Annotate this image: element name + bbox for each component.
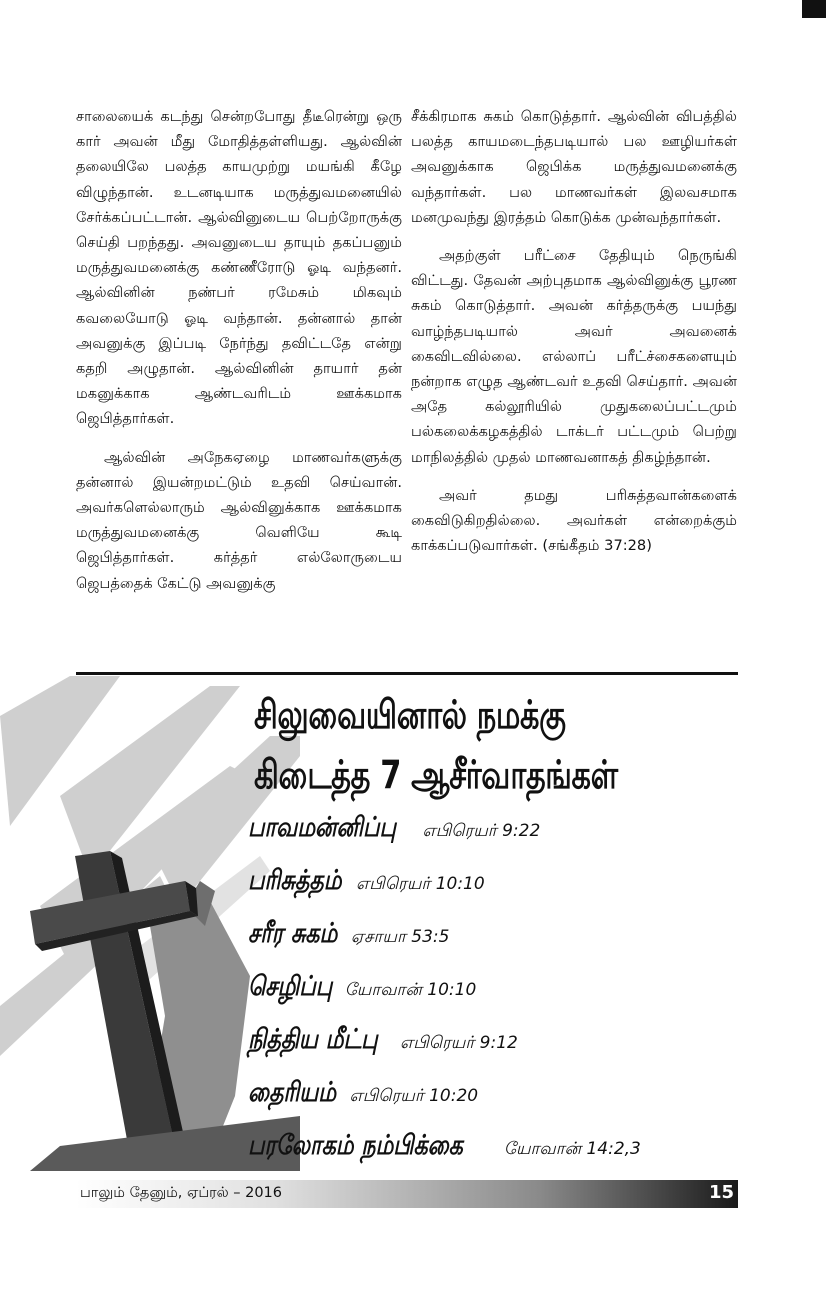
- blessing-name: பரலோகம் நம்பிக்கை: [248, 1130, 463, 1161]
- paragraph: அவர் தமது பரிசுத்தவான்களைக் கைவிடுகிறதில்லை. அவர்கள் என்றைக்கும் காக்கப்படுவார்கள். (சங்கீதம் 37:28): [411, 486, 737, 555]
- title-line-2: கிடைத்த 7 ஆசீர்வாதங்கள்: [254, 753, 618, 798]
- blessing-item: [248, 918, 748, 971]
- blessings-list: [248, 812, 748, 1183]
- corner-mark: [802, 0, 826, 18]
- blessing-name: நித்திய மீட்பு: [248, 1024, 378, 1055]
- paragraph: சீக்கிரமாக சுகம் கொடுத்தார். ஆல்வின் விபத்தில் பலத்த காயமடைந்தபடியால் பல ஊழியர்கள் அவனுக்காக ஜெபிக்க மருத்துவமனைக்கு வந்தார்கள். பல மாணவர்கள் இலவசமாக மனமுவந்து இரத்தம் கொடுக்க முன்வந்தார்கள்.: [411, 108, 737, 226]
- page-number: 15: [708, 1182, 734, 1203]
- title-line-1: சிலுவையினால் நமக்கு: [254, 693, 566, 738]
- article-right-column: [411, 104, 737, 571]
- blessing-reference: எபிரெயர் 9:22: [422, 821, 541, 841]
- blessing-item: [248, 865, 748, 918]
- blessing-item: [248, 1077, 748, 1130]
- article-left-column: [76, 104, 402, 609]
- paragraph: அதற்குள் பரீட்சை தேதியும் நெருங்கி விட்டது. தேவன் அற்புதமாக ஆல்வினுக்கு பூரண சுகம் கொடுத்தார். அவன் கர்த்தருக்கு பயந்து வாழ்ந்தபடியால் அவர் அவனைக் கைவிடவில்லை. எல்லாப் பரீட்ச்சைகளையும் நன்றாக எழுத ஆண்டவர் உதவி செய்தார். அவன் அதே கல்லூரியில் முதுகலைப்பட்டமும் பல்கலைக்கழகத்தில் டாக்டர் பட்டமும் பெற்று மாநிலத்தில் முதல் மாணவனாகத் திகழ்ந்தான்.: [411, 247, 737, 466]
- blessing-reference: எபிரெயர் 10:20: [349, 1086, 479, 1106]
- blessing-item: [248, 1130, 748, 1183]
- blessing-name: பாவமன்னிப்பு: [248, 812, 396, 843]
- blessing-name: சரீர சுகம்: [248, 918, 338, 949]
- blessing-reference: யோவான் 14:2,3: [503, 1139, 641, 1159]
- blessing-reference: எபிரெயர் 9:12: [400, 1033, 518, 1053]
- blessing-name: செழிப்பு: [248, 971, 333, 1002]
- section-divider: [76, 672, 738, 675]
- blessing-item: [248, 971, 748, 1024]
- magazine-name: பாலும் தேனும், ஏப்ரல் – 2016: [80, 1185, 283, 1201]
- blessing-item: [248, 812, 748, 865]
- blessing-reference: ஏசாயா 53:5: [350, 927, 450, 947]
- feature-title: [254, 686, 644, 806]
- paragraph: ஆல்வின் அநேகஏழை மாணவர்களுக்கு தன்னால் இயன்றமட்டும் உதவி செய்வான். அவர்களெல்லாரும் ஆல்வினுக்காக ஊக்கமாக மருத்துவமனைக்கு வெளியே கூடி ஜெபித்தார்கள். கர்த்தர் எல்லோருடைய ஜெபத்தைக் கேட்டு அவனுக்கு: [76, 448, 402, 592]
- blessing-name: தைரியம்: [248, 1077, 337, 1108]
- blessing-reference: யோவான் 10:10: [344, 980, 477, 1000]
- paragraph: சாலையைக் கடந்து சென்றபோது தீடீரென்று ஒரு கார் அவன் மீது மோதித்தள்ளியது. ஆல்வின் தலையிலே பலத்த காயமுற்று மயங்கி கீழே விழுந்தான். உடனடியாக மருத்துவமனையில் சேர்க்கப்பட்டான். ஆல்வினுடைய பெற்றோருக்கு செய்தி பறந்தது. அவனுடைய தாயும் தகப்பனும் மருத்துவமனைக்கு கண்ணீரோடு ஓடி வந்தனர். ஆல்வினின் நண்பர் ரமேசும் மிகவும் கவலையோடு ஓடி வந்தான். தன்னால் தான் அவனுக்கு இப்படி நேர்ந்து தவிட்டதே என்று கதறி அழுதான். ஆல்வினின் தாயார் தன் மகனுக்காக ஆண்டவரிடம் ஊக்கமாக ஜெபித்தார்கள்.: [76, 108, 402, 428]
- blessing-reference: எபிரெயர் 10:10: [356, 874, 485, 894]
- blessing-name: பரிசுத்தம்: [248, 865, 342, 896]
- blessing-item: [248, 1024, 748, 1077]
